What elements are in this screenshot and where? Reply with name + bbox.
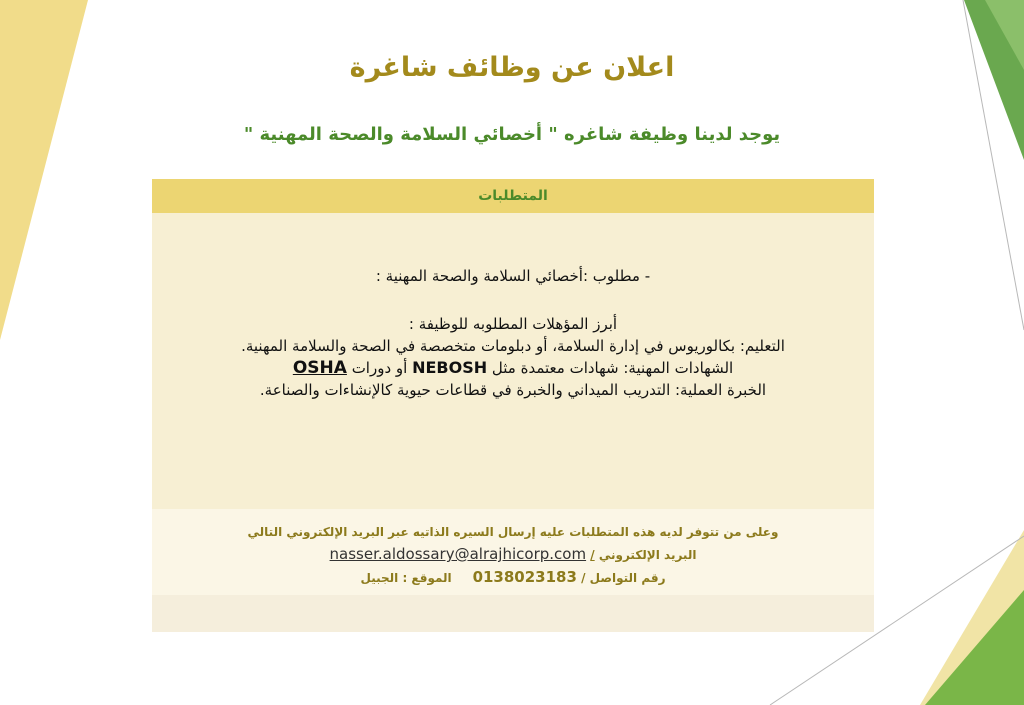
location-label: الموقع : الجبيل: [360, 571, 452, 585]
education-line: التعليم: بكالوريوس في إدارة السلامة، أو دبلومات متخصصة في الصحة والسلامة المهنية.: [241, 337, 785, 355]
email-label: البريد الإلكتروني: [598, 548, 697, 562]
osha-label: OSHA: [292, 358, 347, 378]
page-title: اعلان عن وظائف شاغرة: [349, 52, 675, 83]
nebosh-label: NEBOSH: [412, 358, 488, 377]
certificates-middle: أو دورات: [351, 359, 408, 377]
email-link[interactable]: nasser.aldossary@alrajhicorp.com: [329, 545, 587, 563]
requirements-header: المتطلبات: [152, 179, 874, 213]
qualifications-heading: أبرز المؤهلات المطلوبه للوظيفة :: [408, 315, 618, 333]
experience-line: الخبرة العملية: التدريب الميداني والخبرة في قطاعات حيوية كالإنشاءات والصناعة.: [259, 381, 767, 399]
apply-instruction: وعلى من تتوفر لديه هذه المتطلبات عليه إرسال السيره الذاتيه عبر البريد الإلكتروني التالي: [247, 525, 779, 539]
certificates-line: [152, 357, 874, 379]
contact-line: [152, 566, 874, 589]
email-separator: /: [590, 548, 595, 562]
requirements-table: [152, 179, 874, 632]
requirements-body: [152, 213, 874, 509]
certificates-prefix: الشهادات المهنية: شهادات معتمدة مثل: [491, 359, 734, 377]
phone-number[interactable]: 0138023183: [472, 568, 577, 586]
contact-section: [152, 509, 874, 595]
job-subtitle: يوجد لدينا وظيفة شاغره " أخصائي السلامة والصحة المهنية ": [243, 124, 781, 145]
wanted-line: - مطلوب :أخصائي السلامة والصحة المهنية :: [375, 267, 651, 285]
contact-label: رقم التواصل /: [581, 571, 666, 585]
left-yellow-band: [0, 0, 88, 340]
email-line: [152, 543, 874, 566]
table-bottom-row: [152, 595, 874, 632]
